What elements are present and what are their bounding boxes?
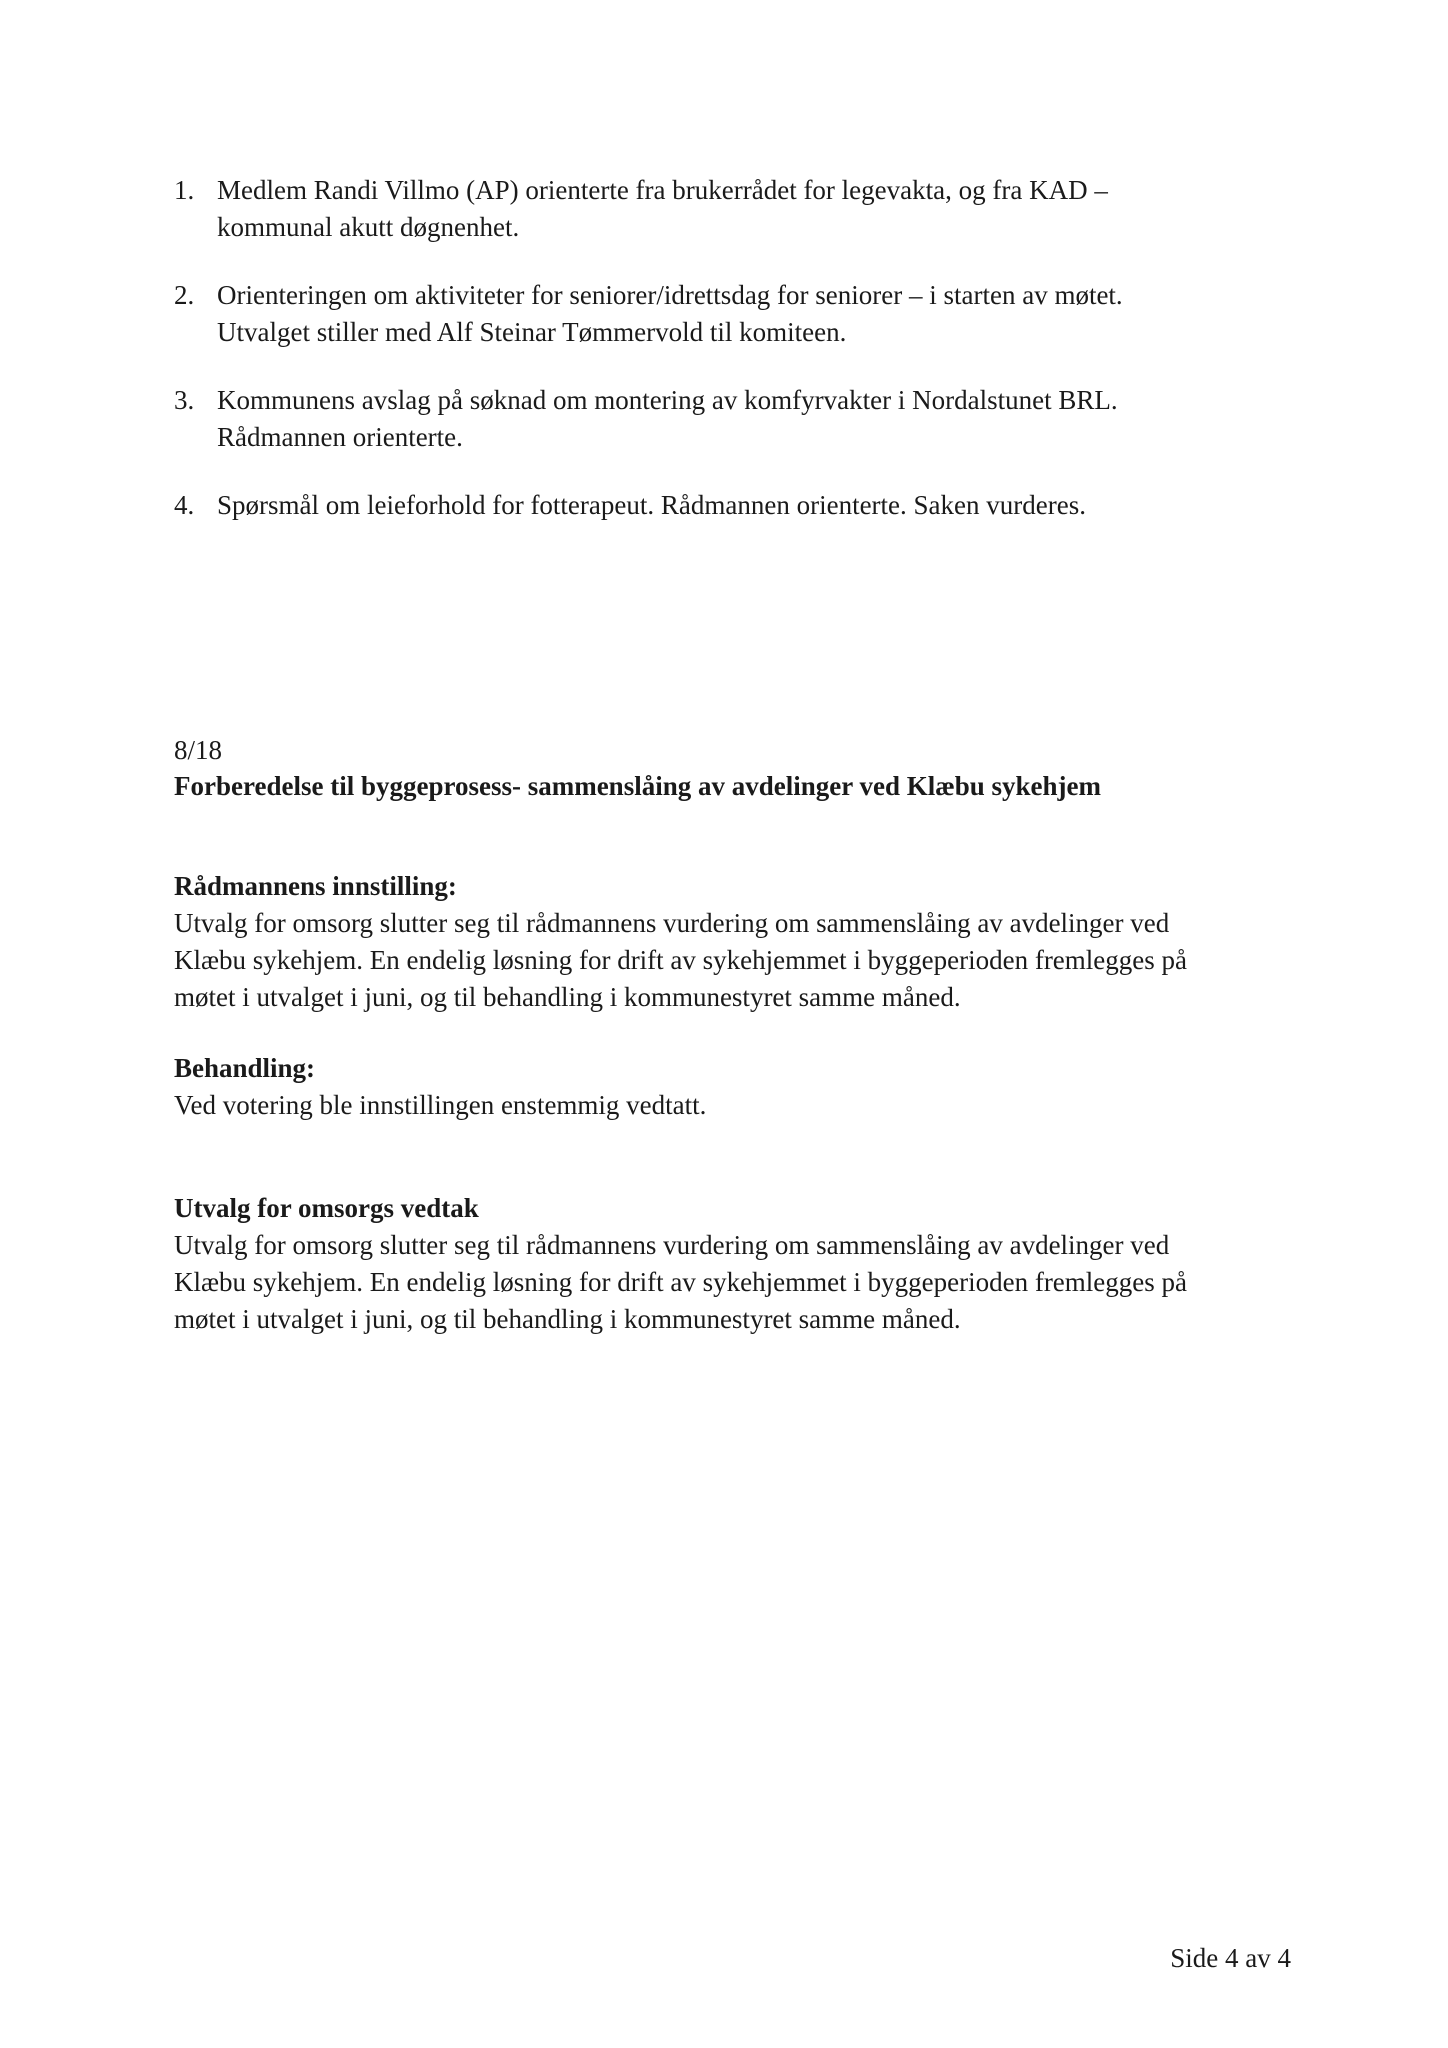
list-item-line: Orienteringen om aktiviteter for seniorer/idrettsdag for seniorer – i starten av møtet. — [217, 280, 1123, 310]
list-item-line: kommunal akutt døgnenhet. — [217, 212, 520, 242]
list-item — [174, 277, 1274, 351]
list-item-line: Rådmannen orienterte. — [217, 422, 463, 452]
innstilling-line: Klæbu sykehjem. En endelig løsning for drift av sykehjemmet i byggeperioden fremlegges på — [174, 945, 1188, 975]
vedtak-line: Klæbu sykehjem. En endelig løsning for drift av sykehjemmet i byggeperioden fremlegges på — [174, 1267, 1188, 1297]
list-item-number: 3. — [174, 385, 195, 415]
list-item-number: 1. — [174, 175, 195, 205]
behandling-line: Ved votering ble innstillingen enstemmig vedtatt. — [174, 1090, 707, 1120]
vedtak-line: møtet i utvalget i juni, og til behandling i kommunestyret samme måned. — [174, 1304, 961, 1334]
list-item-line: Medlem Randi Villmo (AP) orienterte fra brukerrådet for legevakta, og fra KAD – — [217, 175, 1108, 205]
list-item — [174, 172, 1274, 246]
case-number: 8/18 — [174, 735, 223, 765]
list-item-line: Utvalget stiller med Alf Steinar Tømmervold til komiteen. — [217, 317, 847, 347]
innstilling-heading: Rådmannens innstilling: — [174, 871, 457, 901]
vedtak-line: Utvalg for omsorg slutter seg til rådmannens vurdering om sammenslåing av avdelinger ved — [174, 1230, 1170, 1260]
innstilling-line: møtet i utvalget i juni, og til behandling i kommunestyret samme måned. — [174, 982, 961, 1012]
behandling-heading: Behandling: — [174, 1053, 316, 1083]
list-item-number: 4. — [174, 490, 195, 520]
list-item — [174, 487, 1274, 524]
list-item-line: Spørsmål om leieforhold for fotterapeut. Rådmannen orienterte. Saken vurderes. — [217, 490, 1086, 520]
page-number: Side 4 av 4 — [1170, 1943, 1291, 1973]
list-item-line: Kommunens avslag på søknad om montering av komfyrvakter i Nordalstunet BRL. — [217, 385, 1118, 415]
list-item-number: 2. — [174, 280, 195, 310]
orientation-list — [174, 172, 1274, 555]
vedtak-heading: Utvalg for omsorgs vedtak — [174, 1193, 479, 1223]
case-title: Forberedelse til byggeprosess- sammenslåing av avdelinger ved Klæbu sykehjem — [174, 771, 1101, 801]
behandling-block — [174, 1050, 1274, 1124]
list-item — [174, 382, 1274, 456]
innstilling-block — [174, 868, 1274, 1016]
innstilling-line: Utvalg for omsorg slutter seg til rådmannens vurdering om sammenslåing av avdelinger ved — [174, 908, 1170, 938]
vedtak-block — [174, 1190, 1274, 1338]
